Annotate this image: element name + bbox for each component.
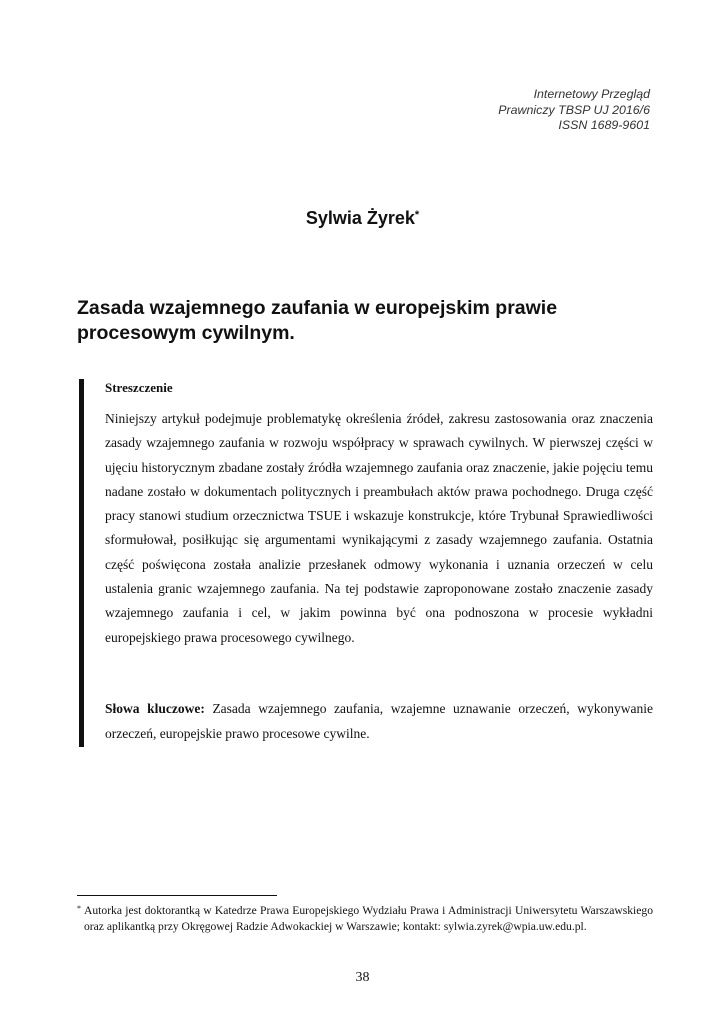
keywords-paragraph bbox=[105, 696, 653, 746]
keywords-text: Zasada wzajemnego zaufania, wzajemne uznawanie orzeczeń, wykonywanie orzeczeń, europejskie prawo procesowe cywilne. bbox=[105, 700, 653, 741]
footnote bbox=[77, 903, 653, 935]
author-line bbox=[0, 204, 725, 229]
abstract-text: Niniejszy artykuł podejmuje problematykę określenia źródeł, zakresu zastosowania oraz znaczenia zasady wzajemnego zaufania w rozwoju współpracy w sprawach cywilnych. W pierwszej części w ujęciu historycznym zbadane zostały źródła wzajemnego zaufania oraz znaczenie, jakie pojęciu temu nadane zostało w dokumentach politycznych i preambułach aktów prawa pochodnego. Druga część pracy stanowi studium orzecznictwa TSUE i wskazuje konstrukcje, które Trybunał Sprawiedliwości sformułował, posiłkując się argumentami wynikającymi z zasady wzajemnego zaufania. Ostatnia część poświęcona została analizie przesłanek odmowy wykonania i uznania orzeczeń w celu ustalenia granic wzajemnego zaufania. Na tej podstawie zaproponowane zostało znaczenie zasady wzajemnego zaufania i cel, w jakim powinna być ona podnoszona w procesie wykładni europejskiego prawa procesowego cywilnego. bbox=[105, 411, 653, 645]
journal-name-line2: Prawniczy TBSP UJ 2016/6 bbox=[498, 102, 650, 117]
journal-issn: ISSN 1689-9601 bbox=[558, 118, 650, 132]
page-number: 38 bbox=[355, 970, 370, 985]
abstract-block bbox=[105, 379, 653, 746]
keywords-label: Słowa kluczowe: bbox=[105, 700, 205, 716]
footnote-text: Autorka jest doktorantką w Katedrze Prawa Europejskiego Wydziału Prawa i Administracji Uniwersytetu Warszawskiego oraz aplikantką przy Okręgowej Radzie Adwokackiej w Warszawie; kontakt: sylwia.zyrek@wpia.uw.edu.pl. bbox=[84, 904, 653, 934]
journal-name-line1: Internetowy Przegląd bbox=[533, 87, 650, 101]
abstract-side-bar bbox=[79, 379, 84, 747]
article-title: Zasada wzajemnego zaufania w europejskim prawie procesowym cywilnym. bbox=[77, 297, 558, 344]
journal-header bbox=[498, 87, 650, 134]
footnote-separator bbox=[77, 895, 277, 896]
author-name: Sylwia Żyrek bbox=[305, 208, 415, 228]
footnote-mark: * bbox=[77, 904, 81, 913]
author-footnote-mark[interactable]: * bbox=[414, 209, 420, 221]
abstract-heading: Streszczenie bbox=[105, 380, 173, 395]
